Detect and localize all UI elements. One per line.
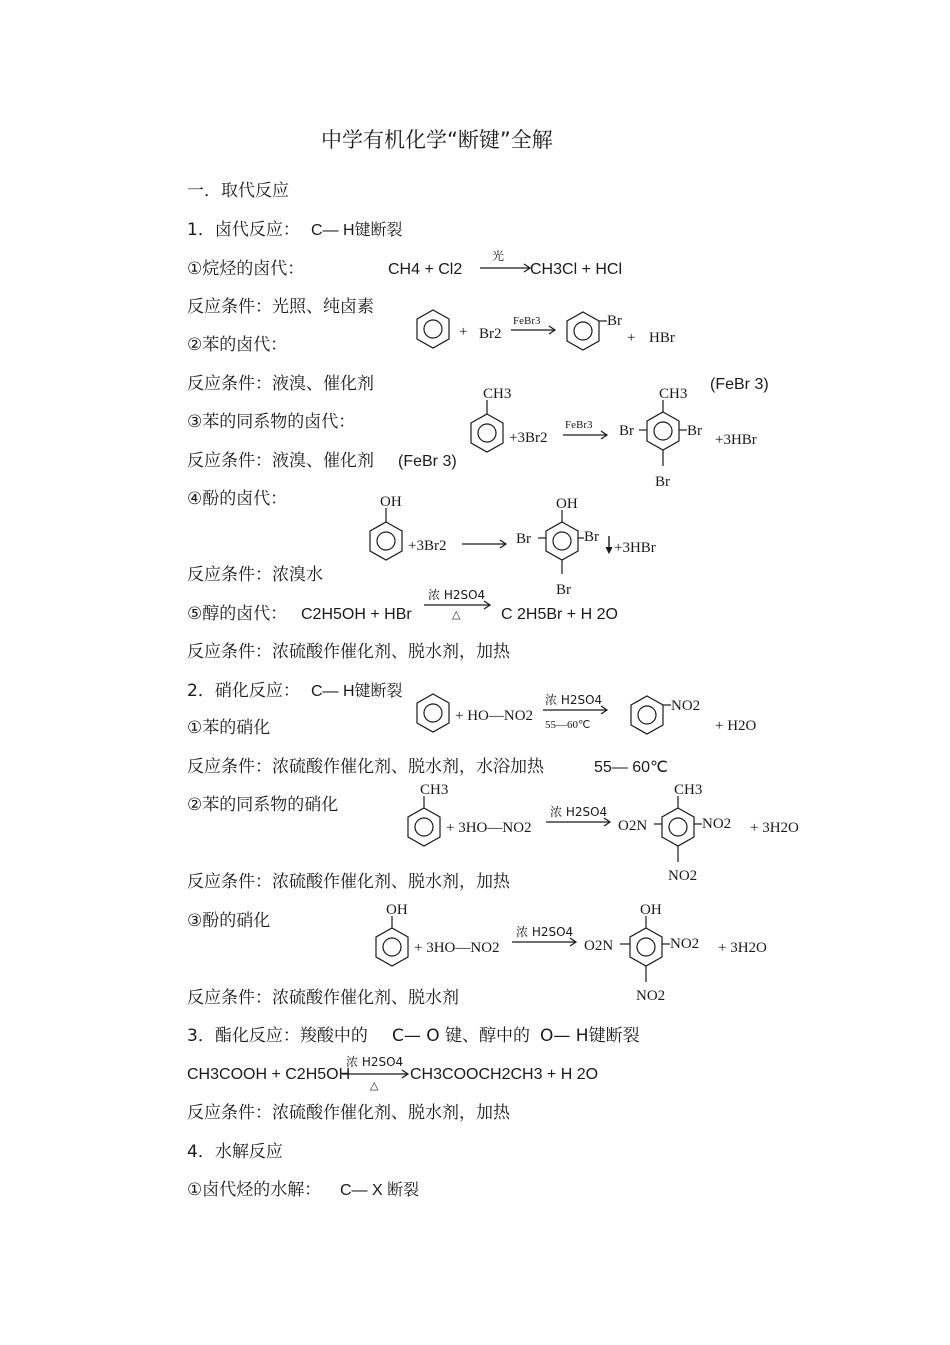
svg-text:Br: Br [619,423,634,439]
svg-text:OH: OH [380,494,402,510]
svg-text:NO2: NO2 [636,988,666,1004]
svg-text:FeBr3: FeBr3 [565,419,593,431]
svg-text:OH: OH [386,902,408,918]
svg-text:OH: OH [556,496,578,512]
bond-note: C— X 断裂 [340,1182,420,1199]
reaction-label: ②苯的卤代： [187,335,288,355]
reaction-label: ⑤醇的卤代： [187,604,288,624]
equation-left: C2H5OH + HBr [301,606,412,623]
condition-text: 反应条件：光照、纯卤素 [187,297,374,317]
section-heading: 一．取代反应 [187,181,289,201]
condition-text: 反应条件：浓溴水 [187,565,323,585]
svg-text:浓 H2SO4: 浓 H2SO4 [550,805,608,819]
equation-left: CH4 + Cl2 [388,261,463,278]
condition-text: 反应条件：液溴、催化剂 [187,374,374,394]
condition-text: 反应条件：浓硫酸作催化剂、脱水剂，加热 [187,872,510,892]
phenol-bromination-figure [360,490,690,600]
catalyst-note: (FeBr 3) [398,453,457,470]
svg-text:NO2: NO2 [668,868,698,884]
svg-text:Br: Br [584,529,599,545]
svg-text:+ 3H2O: + 3H2O [750,820,799,836]
reaction-label: ③酚的硝化 [187,911,271,931]
equation-right: C 2H5Br + H 2O [501,606,618,623]
bond-note: C— O 键、醇中的 [392,1026,531,1046]
svg-text:+3Br2: +3Br2 [509,430,548,446]
svg-text:+ 3HO—NO2: + 3HO—NO2 [414,940,500,956]
condition-text: 反应条件：浓硫酸作催化剂、脱水剂，水浴加热 [187,757,544,777]
reaction-arrow [478,248,538,278]
bond-note: O— H键断裂 [540,1026,640,1046]
svg-text:浓 H2SO4: 浓 H2SO4 [545,693,603,707]
svg-text:+3HBr: +3HBr [614,540,656,556]
subsection-heading: 4．水解反应 [187,1142,283,1162]
temperature-note: 55— 60℃ [594,759,669,776]
reaction-label: ①卤代烃的水解： [187,1180,322,1200]
svg-text:浓 H2SO4: 浓 H2SO4 [428,588,486,602]
svg-text:CH3: CH3 [420,782,449,798]
svg-text:O2N: O2N [618,818,648,834]
svg-text:Br: Br [687,423,702,439]
svg-text:Br: Br [655,474,670,490]
bond-note: C— H键断裂 [311,222,403,239]
svg-text:NO2: NO2 [670,936,700,952]
catalyst-note: (FeBr 3) [710,376,769,393]
svg-text:CH3: CH3 [483,386,512,402]
reaction-label: ④酚的卤代： [187,489,288,509]
condition-text: 反应条件：液溴、催化剂 [187,451,374,471]
svg-text:浓 H2SO4: 浓 H2SO4 [516,925,574,939]
svg-text:+3Br2: +3Br2 [408,538,447,554]
subsection-heading: 1．卤代反应： [187,220,300,240]
reaction-arrow [420,585,500,621]
svg-text:△: △ [370,1080,379,1092]
svg-text:OH: OH [640,902,662,918]
svg-text:+3HBr: +3HBr [715,432,757,448]
arrow-condition: 光 [492,249,505,263]
page-title: 中学有机化学“断键”全解 [321,128,553,152]
svg-text:+ 3HO—NO2: + 3HO—NO2 [446,820,532,836]
condition-text: 反应条件：浓硫酸作催化剂、脱水剂，加热 [187,1103,510,1123]
svg-text:CH3: CH3 [659,386,688,402]
svg-text:+: + [459,324,468,340]
svg-text:CH3: CH3 [674,782,703,798]
condition-text: 反应条件：浓硫酸作催化剂、脱水剂，加热 [187,642,510,662]
benzene-nitration-figure [415,690,775,746]
reaction-label: ②苯的同系物的硝化 [187,795,339,815]
benzene-bromination-figure [415,308,695,358]
reaction-label: ①烷烃的卤代： [187,259,305,279]
svg-text:O2N: O2N [584,938,614,954]
equation-right: CH3COOCH2CH3 + H 2O [410,1066,599,1083]
equation-left: CH3COOH + C2H5OH [187,1066,351,1083]
equation-right: CH3Cl + HCl [530,261,623,278]
svg-text:NO2: NO2 [671,698,701,714]
bond-note: C— H键断裂 [311,683,403,700]
svg-text:55—60℃: 55—60℃ [545,719,591,731]
svg-text:+ HO—NO2: + HO—NO2 [455,708,534,724]
svg-text:NO2: NO2 [702,816,732,832]
svg-text:FeBr3: FeBr3 [513,315,541,327]
reaction-label: ③苯的同系物的卤代： [187,412,356,432]
toluene-bromination-figure [465,382,785,492]
svg-text:+: + [627,330,636,346]
svg-text:HBr: HBr [649,330,675,346]
svg-text:Br: Br [556,582,571,598]
svg-text:浓 H2SO4: 浓 H2SO4 [346,1055,404,1069]
subsection-heading: 2．硝化反应： [187,681,300,701]
reaction-label: ①苯的硝化 [187,718,271,738]
reaction-arrow [340,1054,414,1094]
condition-text: 反应条件：浓硫酸作催化剂、脱水剂 [187,988,459,1008]
svg-text:Br: Br [516,531,531,547]
subsection-heading: 3．酯化反应：羧酸中的 [187,1026,368,1046]
svg-text:+ 3H2O: + 3H2O [718,940,767,956]
svg-text:△: △ [452,609,461,621]
svg-text:Br: Br [607,313,622,329]
svg-text:+ H2O: + H2O [715,718,757,734]
svg-text:Br2: Br2 [479,326,502,342]
